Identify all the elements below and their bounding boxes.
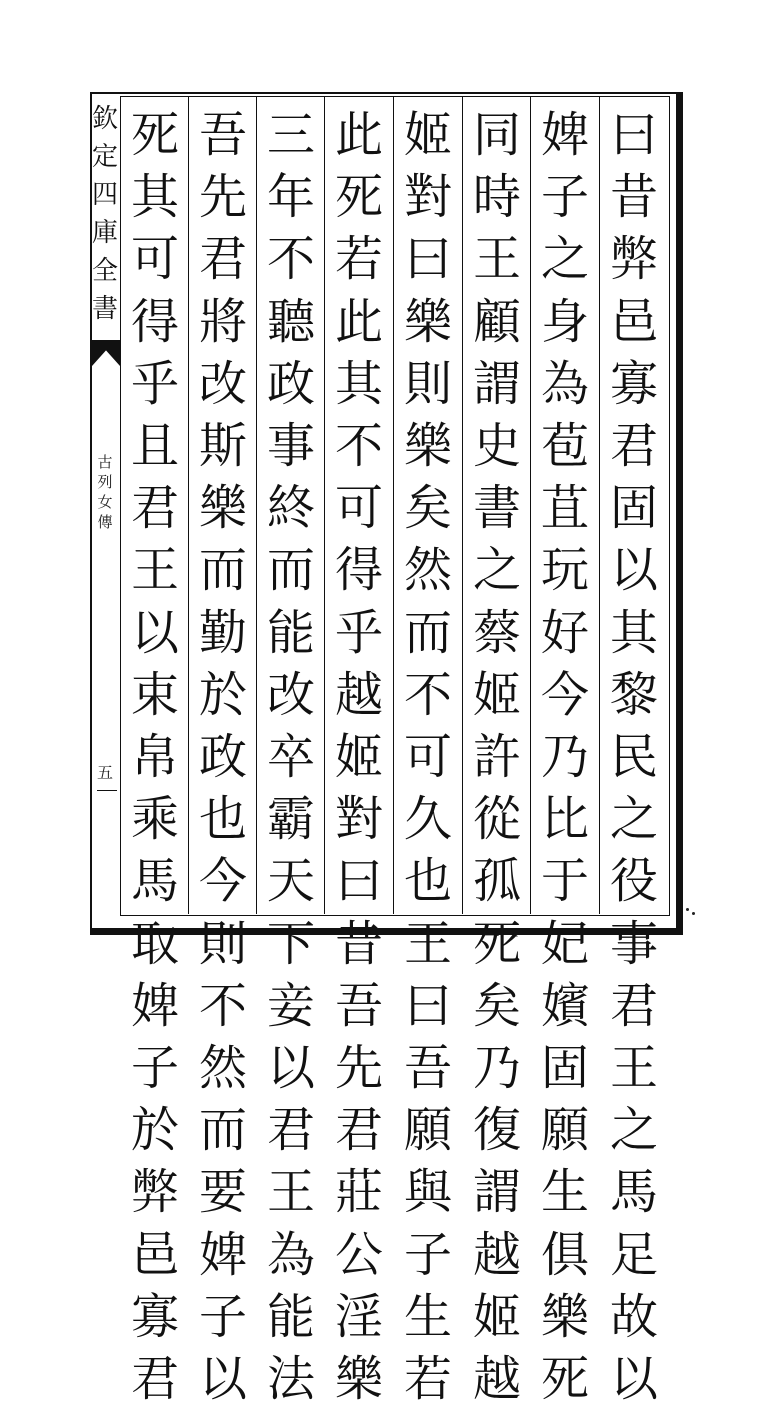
- text-character: 改: [266, 666, 315, 723]
- column-divider: [256, 96, 257, 914]
- text-character: 好: [540, 604, 589, 661]
- text-character: 邑: [130, 1226, 179, 1283]
- text-character: 束: [130, 666, 179, 723]
- text-character: 生: [540, 1164, 589, 1221]
- text-column: [193, 104, 253, 1410]
- text-character: 顧: [472, 293, 521, 350]
- text-character: 王: [403, 915, 452, 972]
- book-title-character: 女: [97, 493, 113, 511]
- text-character: 勤: [198, 604, 247, 661]
- text-character: 以: [609, 1351, 658, 1408]
- text-character: 越: [472, 1226, 521, 1283]
- text-character: 願: [540, 1102, 589, 1159]
- text-character: 先: [334, 1040, 383, 1097]
- text-character: 君: [266, 1102, 315, 1159]
- text-character: 不: [334, 418, 383, 475]
- text-character: 俱: [540, 1226, 589, 1283]
- text-character: 之: [609, 1102, 658, 1159]
- text-character: 乎: [334, 604, 383, 661]
- text-character: 王: [472, 231, 521, 288]
- text-character: 同: [472, 107, 521, 163]
- text-character: 聽: [266, 293, 315, 350]
- text-character: 馬: [130, 853, 179, 910]
- page-number: 五: [96, 763, 113, 782]
- text-character: 復: [472, 1102, 521, 1159]
- text-character: 以: [130, 604, 179, 661]
- text-character: 今: [540, 666, 589, 723]
- text-character: 天: [266, 853, 315, 910]
- text-column: [535, 104, 595, 1410]
- text-character: 于: [540, 853, 589, 910]
- text-character: 史: [472, 418, 521, 475]
- page-number-rule: [97, 790, 117, 791]
- text-character: 乃: [472, 1040, 521, 1097]
- text-character: 邑: [609, 293, 658, 350]
- text-character: 於: [130, 1102, 179, 1159]
- text-character: 曰: [609, 107, 658, 163]
- ink-speck: [686, 908, 689, 911]
- text-character: 可: [403, 729, 452, 786]
- text-character: 而: [198, 1102, 247, 1159]
- column-divider: [324, 96, 325, 914]
- text-character: 寡: [130, 1288, 179, 1345]
- text-character: 比: [540, 791, 589, 848]
- text-character: 之: [540, 231, 589, 288]
- text-character: 卒: [266, 729, 315, 786]
- text-column: [261, 104, 321, 1410]
- text-character: 莊: [334, 1164, 383, 1221]
- column-divider: [530, 96, 531, 914]
- text-character: 斯: [198, 418, 247, 475]
- text-character: 然: [198, 1040, 247, 1097]
- text-character: 生: [403, 1288, 452, 1345]
- text-character: 得: [130, 293, 179, 350]
- text-character: 矣: [472, 977, 521, 1034]
- text-character: 此: [334, 107, 383, 163]
- text-character: 樂: [403, 293, 452, 350]
- text-character: 君: [130, 1351, 179, 1408]
- text-character: 王: [266, 1164, 315, 1221]
- text-character: 曰: [403, 977, 452, 1034]
- text-column: [329, 104, 389, 1410]
- text-character: 吾: [403, 1040, 452, 1097]
- text-character: 而: [198, 542, 247, 599]
- text-character: 以: [198, 1351, 247, 1408]
- text-character: 對: [403, 169, 452, 226]
- book-title: [93, 452, 117, 532]
- text-character: 黎: [609, 666, 658, 723]
- text-character: 帛: [130, 729, 179, 786]
- text-character: 矣: [403, 480, 452, 537]
- text-character: 君: [334, 1102, 383, 1159]
- text-character: 固: [540, 1040, 589, 1097]
- text-character: 死: [472, 915, 521, 972]
- text-character: 死: [540, 1351, 589, 1408]
- column-divider: [462, 96, 463, 914]
- text-character: 法: [266, 1351, 315, 1408]
- text-character: 其: [130, 169, 179, 226]
- text-character: 越: [334, 666, 383, 723]
- text-character: 姬: [472, 666, 521, 723]
- text-character: 樂: [403, 418, 452, 475]
- text-character: 曰: [403, 231, 452, 288]
- text-character: 能: [266, 604, 315, 661]
- text-character: 三: [266, 107, 315, 163]
- text-character: 乘: [130, 791, 179, 848]
- text-character: 嬪: [540, 977, 589, 1034]
- text-character: 弊: [609, 231, 658, 288]
- text-character: 若: [403, 1351, 452, 1408]
- text-character: 固: [609, 480, 658, 537]
- text-character: 政: [198, 729, 247, 786]
- text-character: 以: [609, 542, 658, 599]
- text-character: 妾: [266, 977, 315, 1034]
- text-character: 事: [266, 418, 315, 475]
- text-character: 王: [130, 542, 179, 599]
- text-character: 役: [609, 853, 658, 910]
- column-divider: [393, 96, 394, 914]
- text-character: 玩: [540, 542, 589, 599]
- text-character: 故: [609, 1288, 658, 1345]
- text-character: 先: [198, 169, 247, 226]
- title-character: 定: [91, 142, 118, 172]
- text-character: 不: [198, 977, 247, 1034]
- text-character: 淫: [334, 1288, 383, 1345]
- text-character: 樂: [540, 1288, 589, 1345]
- text-character: 曰: [334, 853, 383, 910]
- text-character: 霸: [266, 791, 315, 848]
- text-character: 謂: [472, 1164, 521, 1221]
- text-character: 身: [540, 293, 589, 350]
- text-character: 死: [130, 107, 179, 163]
- text-character: 樂: [334, 1351, 383, 1408]
- text-character: 下: [266, 915, 315, 972]
- text-character: 死: [334, 169, 383, 226]
- text-character: 苴: [540, 480, 589, 537]
- book-title-character: 列: [97, 473, 113, 491]
- text-character: 也: [198, 791, 247, 848]
- text-character: 其: [334, 355, 383, 412]
- text-character: 然: [403, 542, 452, 599]
- text-column: [125, 104, 185, 1410]
- collection-title: [91, 100, 119, 332]
- text-character: 將: [198, 293, 247, 350]
- title-character: 四: [91, 180, 118, 210]
- text-character: 王: [609, 1040, 658, 1097]
- text-character: 且: [130, 418, 179, 475]
- text-character: 得: [334, 542, 383, 599]
- text-character: 寡: [609, 355, 658, 412]
- text-character: 君: [609, 418, 658, 475]
- text-character: 於: [198, 666, 247, 723]
- text-character: 改: [198, 355, 247, 412]
- text-character: 昔: [609, 169, 658, 226]
- text-character: 苞: [540, 418, 589, 475]
- title-character: 欽: [91, 104, 118, 134]
- title-character: 書: [91, 294, 118, 324]
- text-character: 取: [130, 915, 179, 972]
- text-character: 許: [472, 729, 521, 786]
- text-character: 不: [266, 231, 315, 288]
- text-character: 為: [266, 1226, 315, 1283]
- text-character: 子: [540, 169, 589, 226]
- text-character: 此: [334, 293, 383, 350]
- text-column: [467, 104, 527, 1410]
- text-character: 婢: [130, 977, 179, 1034]
- text-character: 可: [334, 480, 383, 537]
- text-character: 乃: [540, 729, 589, 786]
- text-character: 而: [266, 542, 315, 599]
- text-character: 乎: [130, 355, 179, 412]
- text-character: 對: [334, 791, 383, 848]
- text-character: 與: [403, 1164, 452, 1221]
- text-character: 馬: [609, 1164, 658, 1221]
- text-character: 越: [472, 1351, 521, 1408]
- book-title-character: 傳: [97, 513, 113, 531]
- text-character: 為: [540, 355, 589, 412]
- text-character: 姬: [403, 107, 452, 163]
- text-character: 弊: [130, 1164, 179, 1221]
- text-column: [604, 104, 664, 1410]
- text-character: 而: [403, 604, 452, 661]
- text-character: 則: [198, 915, 247, 972]
- column-divider: [599, 96, 600, 914]
- text-character: 今: [198, 853, 247, 910]
- text-character: 年: [266, 169, 315, 226]
- text-character: 久: [403, 791, 452, 848]
- text-character: 君: [130, 480, 179, 537]
- text-character: 願: [403, 1102, 452, 1159]
- text-character: 之: [472, 542, 521, 599]
- text-character: 君: [609, 977, 658, 1034]
- text-character: 謂: [472, 355, 521, 412]
- text-character: 子: [403, 1226, 452, 1283]
- text-character: 終: [266, 480, 315, 537]
- text-character: 姬: [472, 1288, 521, 1345]
- text-character: 婢: [198, 1226, 247, 1283]
- text-character: 子: [198, 1288, 247, 1345]
- text-character: 不: [403, 666, 452, 723]
- text-character: 時: [472, 169, 521, 226]
- text-character: 則: [403, 355, 452, 412]
- book-title-character: 古: [97, 453, 113, 471]
- text-character: 若: [334, 231, 383, 288]
- text-character: 要: [198, 1164, 247, 1221]
- text-character: 公: [334, 1226, 383, 1283]
- text-character: 孤: [472, 853, 521, 910]
- text-character: 從: [472, 791, 521, 848]
- text-character: 婢: [540, 107, 589, 163]
- text-column: [398, 104, 458, 1410]
- text-character: 能: [266, 1288, 315, 1345]
- text-character: 子: [130, 1040, 179, 1097]
- text-character: 妃: [540, 915, 589, 972]
- text-character: 其: [609, 604, 658, 661]
- text-character: 君: [198, 231, 247, 288]
- text-character: 也: [403, 853, 452, 910]
- text-character: 書: [472, 480, 521, 537]
- text-character: 足: [609, 1226, 658, 1283]
- text-character: 姬: [334, 729, 383, 786]
- text-character: 之: [609, 791, 658, 848]
- text-character: 以: [266, 1040, 315, 1097]
- text-character: 可: [130, 231, 179, 288]
- column-divider: [188, 96, 189, 914]
- text-character: 蔡: [472, 604, 521, 661]
- text-character: 樂: [198, 480, 247, 537]
- text-character: 吾: [198, 107, 247, 163]
- text-character: 吾: [334, 977, 383, 1034]
- text-character: 政: [266, 355, 315, 412]
- text-character: 昔: [334, 915, 383, 972]
- ink-speck: [692, 912, 695, 915]
- text-character: 民: [609, 729, 658, 786]
- title-character: 庫: [91, 218, 118, 248]
- title-character: 全: [91, 256, 118, 286]
- text-character: 事: [609, 915, 658, 972]
